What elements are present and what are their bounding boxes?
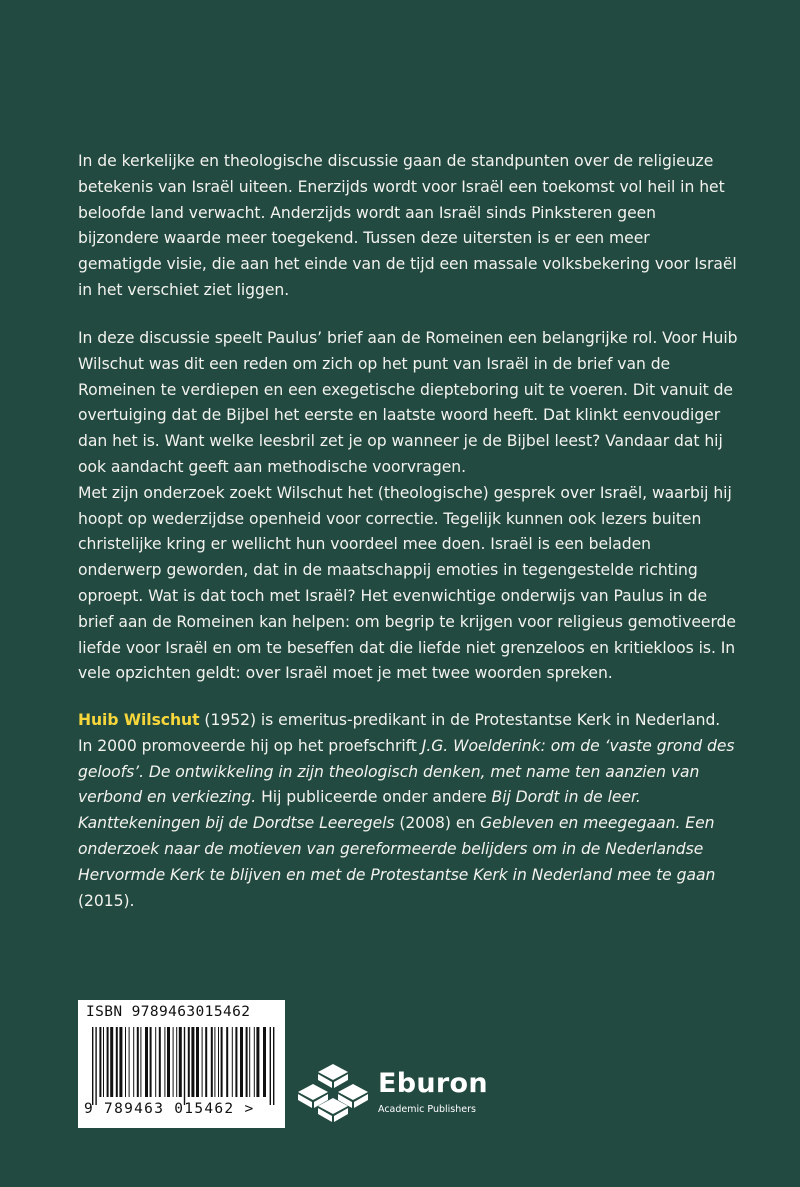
barcode-bar [256,1027,259,1097]
barcode-bar [270,1027,271,1105]
barcode-bar [103,1027,104,1097]
barcode-bar [202,1027,203,1097]
bio-text-4: (2015). [78,891,135,910]
barcode-bar [164,1027,165,1097]
barcode-bar [240,1027,243,1097]
bio-paragraph [78,708,738,914]
isbn-digits: 9 789463 015462 > [84,1101,255,1117]
barcode-bar [273,1027,274,1105]
intro-paragraph [78,149,738,304]
barcode-bar [184,1027,185,1105]
barcode-bar [133,1027,134,1097]
paragraph-1: In de kerkelijke en theologische discussie gaan de standpunten over de religieuze betekenis van Israël uiteen. Enerzijds wordt voor Israël een toekomst vol heil in het beloofde land verwacht. Anderzijds wordt aan Israël sinds Pinksteren geen bijzondere waarde meer toegekend. Tussen deze uitersten is er een meer gematigde visie, die aan het einde van de tijd een massale volksbekering voor Israël in het verschiet ziet liggen. [78,152,737,299]
barcode-bar [150,1027,152,1097]
barcode-bar [179,1027,182,1097]
barcode-bar [95,1027,96,1105]
barcode-bar [167,1027,170,1097]
barcode-bar [176,1027,177,1097]
paragraph-2: In deze discussie speelt Paulus’ brief aan de Romeinen een belangrijke rol. Voor Huib Wilschut was dit een reden om zich op het punt van Israël in de brief van de Romeinen te verdiepen en een exegetische diepteboring uit te voeren. Dit vanuit de overtuiging dat de Bijbel het eerste en laatste woord heeft. Dat klinkt eenvoudiger dan het is. Want welke leesbril zet je op wanneer je de Bijbel leest? Vandaar dat hij ook aandacht geeft aan methodische voorvragen. [78,329,738,476]
discussion-paragraphs [78,326,738,687]
barcode-bar [191,1027,194,1097]
barcode-bar [145,1027,148,1097]
barcode-bar [218,1027,219,1097]
barcode-bar [246,1027,248,1097]
barcode-bar [116,1027,118,1097]
isbn-label: ISBN 9789463015462 [86,1004,251,1020]
bio-title-2: Bij Dordt in de leer. Kanttekeningen bij de Dordtse Leeregels [78,788,641,833]
barcode-bar [226,1027,228,1097]
bio-text-2: Hij publiceerde onder andere [256,788,492,807]
barcode-bar [173,1027,174,1097]
barcode-bar [107,1027,109,1097]
isbn-barcode [78,1000,285,1128]
author-name: Huib Wilschut [78,711,200,729]
barcode-bar [159,1027,161,1097]
barcode-bar [155,1027,156,1097]
barcode-bar [249,1027,250,1097]
barcode-bar [263,1027,266,1097]
barcode-bar [137,1027,139,1097]
barcode-bars [78,1027,285,1105]
bio-text-3: (2008) en [394,814,481,833]
barcode-bar [205,1027,207,1097]
barcode-bar [214,1027,215,1097]
barcode-bar [125,1027,126,1097]
barcode-bar [99,1027,101,1097]
barcode-bar [221,1027,223,1097]
barcode-bar [188,1027,190,1097]
barcode-bar [232,1027,233,1097]
barcode-bar [196,1027,199,1097]
barcode-bar [119,1027,122,1097]
paragraph-3: Met zijn onderzoek zoekt Wilschut het (theologische) gesprek over Israël, waarbij hij hoopt op wederzijdse openheid voor correctie. Tegelijk kunnen ook lezers buiten christelijke kring er wellicht hun voordeel mee doen. Israël is een beladen onderwerp geworden, dat in de maatschappij emoties in tegengestelde richting oproept. Wat is dat toch met Israël? Het evenwichtige onderwijs van Paulus in de brief aan de Romeinen kan helpen: om begrip te krijgen voor religieus gemotiveerde liefde voor Israël en om te beseffen dat die liefde niet grenzeloos en kritiekloos is. In vele opzichten geldt: over Israël moet je met twee woorden spreken. [78,483,736,683]
barcode-bar [140,1027,141,1097]
barcode-bar [110,1027,113,1097]
barcode-bar [254,1027,255,1097]
publisher-name: Eburon [378,1068,488,1099]
barcode-bar [129,1027,130,1097]
bio-title-1: J.G. Woelderink: om de ‘vaste grond des geloofs’. De ontwikkeling in zijn theologisch denken, met name ten aanzien van verbond en verkiezing. [78,736,735,807]
bio-title-3: Gebleven en meegegaan. Een onderzoek naar de motieven van gereformeerde belijders om in de Nederlandse Hervormde Kerk te blijven en met de Protestantse Kerk in Nederland mee te gaan [78,814,716,884]
barcode-bar [211,1027,213,1097]
publisher-subtitle: Academic Publishers [378,1104,476,1115]
bio-text-1: (1952) is emeritus-predikant in de Protestantse Kerk in Nederland. In 2000 promoveerde hij op het proefschrift [78,711,721,755]
author-bio [78,708,738,914]
barcode-bar [235,1027,237,1097]
barcode-bar [92,1027,93,1105]
stacked-cubes-icon [298,1062,368,1124]
